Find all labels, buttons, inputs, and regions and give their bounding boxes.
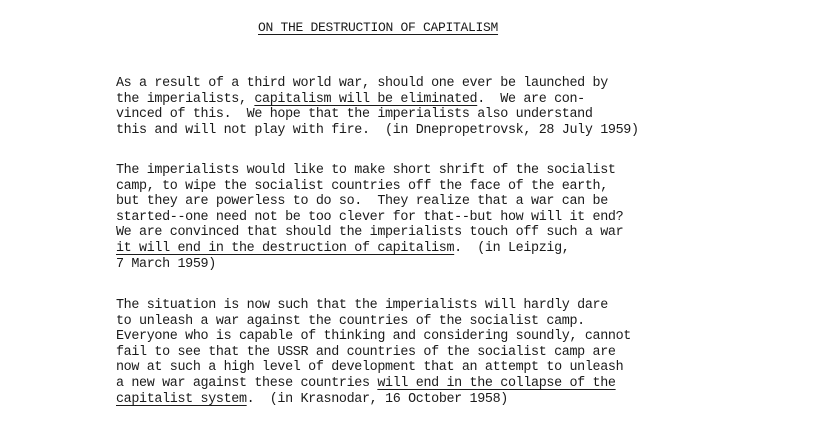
underlined-quote: it will end in the destruction of capitalism	[116, 240, 455, 256]
underlined-quote: will end in the collapse of the	[377, 375, 616, 391]
text-run: camp, to wipe the socialist countries off the face of the earth,	[116, 178, 608, 194]
text-line	[116, 194, 706, 210]
text-line	[116, 360, 706, 376]
text-run: We are convinced that should the imperialists touch off such a war	[116, 225, 624, 241]
text-run: now at such a high level of development that an attempt to unleash	[116, 360, 624, 376]
text-run: but they are powerless to do so. They realize that a war can be	[116, 194, 608, 210]
text-run: The imperialists would like to make short shrift of the socialist	[116, 163, 616, 178]
text-run: . (in Krasnodar, 16 October 1958)	[246, 391, 508, 407]
paragraph-1	[116, 76, 706, 138]
underlined-quote: capitalism will be eliminated	[254, 91, 478, 107]
text-line	[116, 92, 706, 108]
text-run: the imperialists,	[116, 91, 255, 107]
text-run: As a result of a third world war, should one ever be launched by	[116, 76, 608, 91]
text-run: The situation is now such that the imperialists will hardly dare	[116, 298, 608, 313]
text-run: a new war against these countries	[116, 375, 378, 391]
paragraph-3	[116, 298, 706, 407]
text-line	[116, 314, 706, 330]
text-line	[116, 257, 706, 273]
paragraph-2	[116, 163, 706, 272]
text-line	[116, 179, 706, 195]
text-line	[116, 76, 706, 92]
text-run: to unleash a war against the countries of the socialist camp.	[116, 313, 585, 329]
text-line	[116, 107, 706, 123]
text-run: vinced of this. We hope that the imperialists also understand	[116, 107, 593, 123]
text-run: Everyone who is capable of thinking and considering soundly, cannot	[116, 329, 631, 345]
text-line	[116, 123, 706, 139]
text-line	[116, 210, 706, 226]
text-line	[116, 298, 706, 314]
text-line	[116, 329, 706, 345]
text-line	[116, 376, 706, 392]
text-line	[116, 345, 706, 361]
text-run: this and will not play with fire. (in Dnepropetrovsk, 28 July 1959)	[116, 122, 639, 138]
text-run: . (in Leipzig,	[454, 240, 570, 256]
document-title: ON THE DESTRUCTION OF CAPITALISM	[258, 20, 499, 35]
text-line	[116, 225, 706, 241]
text-line	[116, 241, 706, 257]
text-run: . We are con-	[477, 91, 585, 107]
text-run: started--one need not be too clever for that--but how will it end?	[116, 209, 624, 225]
text-line	[116, 163, 706, 179]
text-run: fail to see that the USSR and countries of the socialist camp are	[116, 344, 616, 360]
text-line	[116, 392, 706, 408]
text-run: 7 March 1959)	[116, 256, 216, 272]
underlined-quote: capitalist system	[116, 391, 247, 407]
